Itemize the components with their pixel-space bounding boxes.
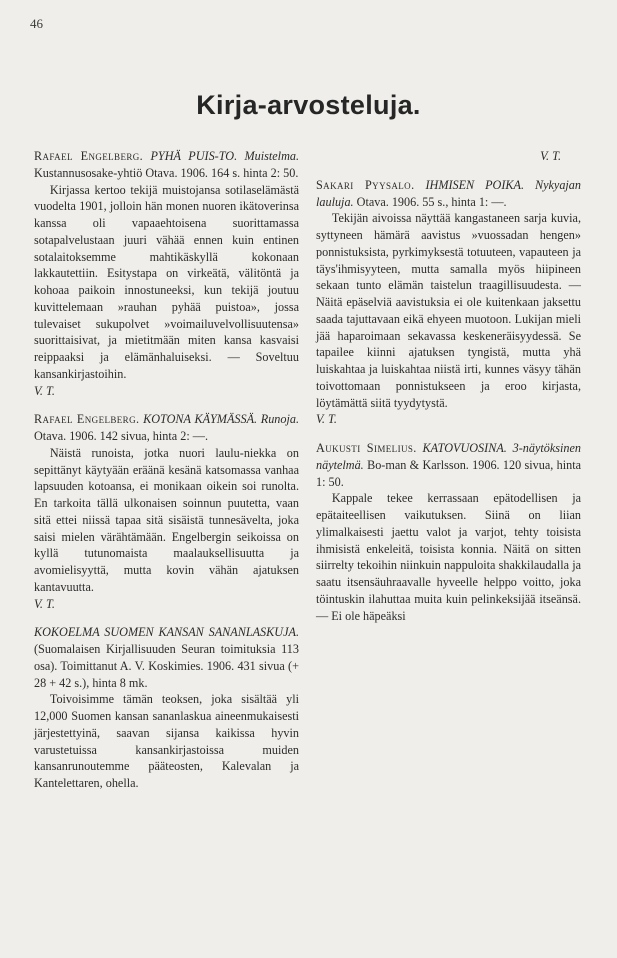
- review-ihmisen-poika: [316, 177, 581, 428]
- review-body: Tekijän aivoissa näyttää kangastaneen sarja kuvia, syttyneen hämärä aavistus »vuossadan hengen» ponnistuksista, pyrkimyksestä totuuteen, vapauteen ja täys'ihmisyyteen, mutta samalla myös hiipineen sekaan tunto elämän taistelun traagillisuudesta. — Näitä epäselviä aavistuksia ei ole kuitenkaan jaksettu saada tajuttavaan eikä ehyeen muotoon. Lukijan mieli jää haparoimaan sekavassa keskeneräisyydessä. Se tapailee kiinni ajatuksen tyngistä, mutta yhä luiskahtaa ja luiskahtaa niistä irti, kunnes väsyy tähän toivottomaan ponnistukseen ja eroo kirjasta, löytämättä siitä tyydytystä.: [316, 211, 581, 410]
- right-column: [316, 148, 581, 636]
- review-book-title: IHMISEN POIKA.: [425, 177, 525, 192]
- review-katovuosina: [316, 440, 581, 624]
- page-number: 46: [30, 16, 43, 31]
- review-sananlaskuja: [34, 624, 299, 792]
- review-publication: Bo-man & Karlsson. 1906. 120 sivua, hinta 1: 50.: [316, 457, 581, 489]
- review-heading: [34, 411, 299, 445]
- review-heading: [316, 440, 581, 490]
- review-publication: Otava. 1906. 55 s., hinta 1: —.: [356, 194, 507, 209]
- review-author: Rafael Engelberg.: [34, 149, 144, 163]
- review-pyha-puisto: [34, 148, 299, 399]
- review-author: Sakari Pyysalo.: [316, 177, 415, 192]
- review-publication: Otava. 1906. 142 sivua, hinta 2: —.: [34, 429, 208, 443]
- review-heading: [34, 624, 299, 691]
- left-column: [34, 148, 299, 804]
- review-publication: Kustannusosake-yhtiö Otava. 1906. 164 s. hinta 2: 50.: [34, 165, 299, 180]
- review-book-title: KATOVUOSINA.: [422, 441, 507, 455]
- review-author: Rafael Engelberg.: [34, 412, 140, 427]
- review-heading: [34, 148, 299, 182]
- review-heading: [316, 177, 581, 211]
- review-publication: (Suomalaisen Kirjallisuuden Seuran toimituksia 113 osa). Toimittanut A. V. Koskimies. 1906. 431 sivua (+ 28 + 42 s.), hinta 8 mk.: [34, 642, 299, 690]
- review-book-title: PYHÄ PUIS-TO.: [150, 149, 238, 163]
- page-title: Kirja-arvosteluja.: [196, 90, 421, 120]
- review-body: Näistä runoista, jotka nuori laulu-niekka on sepittänyt käytyään eräänä kesänä katsomassa vanhaa lapsuuden kotoansa, ei monikaan oikein soi runolta. En tarkoita tällä ulkonaisen soinnun puutetta, vaan sitä ettei niissä tapaa sitä sisäistä tunnesävelta, joka saisi mielen värähtämään. Engelbergin seikoissa on kyllä tutunomaista maalauksellisuutta ja avomielisyyttä, mutta kovin vähän ajatuksen kantavuutta.: [34, 445, 299, 594]
- review-kotona-kaymassa: [34, 411, 299, 612]
- review-book-title: KOKOELMA SUOMEN KANSAN SANANLASKUJA.: [34, 625, 299, 640]
- review-body: Toivoisimme tämän teoksen, joka sisältää yli 12,000 Suomen kansan sananlaskua aineenmukaisesti järjestettyinä, saavan sijansa kaikissa hyvin varustetuissa kansankirjastoissa muiden kansanrunoutemme pääteosten, Kalevalan ja Kantelettaren, ohella.: [34, 692, 299, 790]
- review-signature: V. T.: [540, 149, 561, 163]
- review-subtitle: 3-näytöksinen näytelmä.: [316, 441, 581, 472]
- review-author: Aukusti Simelius.: [316, 441, 417, 455]
- review-signature: V. T.: [316, 412, 337, 427]
- review-signature: V. T.: [34, 383, 55, 398]
- review-subtitle: Nykyajan lauluja.: [316, 177, 581, 209]
- review-body: Kirjassa kertoo tekijä muistojansa sotilaselämästä vuodelta 1901, jolloin hän monen nuoren ikätoverinsa kanssa oli vapaaehtoisena suorittamassa sotapalvelustaan juuri vähää ennen kuin entinen sotalaitoksemme mahtikäskyllä kokonaan lakkautettiin. Esitystapa on virkeätä, välitöntä ja kohoaa paikoin innostuneeksi, kun tekijä joutuu kuvittelemaan »rauhan pyhää puistoa», jossa tulevaiset sukupolvet »voimailuvelvollisuutensa» suorittaisivat, ja mietitmään miten kansa kasvaisi reippaaksi ja elämänhaluiseksi. — Soveltuu kansankirjastoihin.: [34, 182, 299, 381]
- review-signature: V. T.: [34, 596, 55, 611]
- review-subtitle: Muistelma.: [244, 149, 300, 163]
- review-subtitle: Runoja.: [260, 412, 300, 427]
- review-book-title: KOTONA KÄYMÄSSÄ.: [143, 412, 258, 427]
- review-body: Kappale tekee kerrassaan epätodellisen ja epätaiteellisen vaikutuksen. Siinä on liian ylimalkaisesti jaettu valot ja varjot, tehty toisista ihmisistä enkeleitä, toisista konnia. Näitä on sitten siirrelty tekoihin niinkuin nappuloita shakkilaudalla ja saatu itsensäuhraavalle hyveelle helppo voitto, joka töintuskin ilahuttaa muita kuin pelinkeksijää itseänsä. — Ei ole häpeäksi: [316, 491, 581, 623]
